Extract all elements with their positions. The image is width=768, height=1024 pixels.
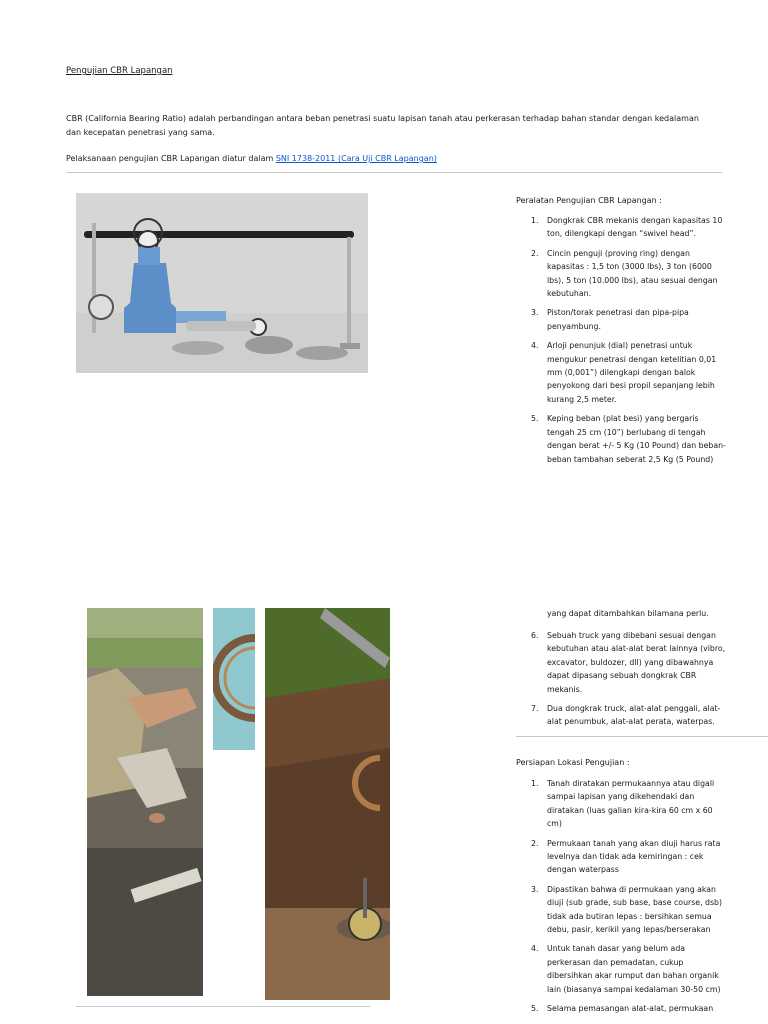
list-item: 1. Tanah diratakan permukaannya atau digali sampai lapisan yang dikehendaki dan diratakan (luas galian kira-kira 60 cm x 60 cm) xyxy=(531,779,715,829)
list-item: 2. Permukaan tanah yang akan diuji harus rata levelnya dan tidak ada kemiringan : cek dengan waterpass xyxy=(531,838,721,875)
list-item: 2. Cincin penguji (proving ring) dengan kapasitas : 1,5 ton (3000 lbs), 3 ton (6000 lbs), 5 ton (10.000 lbs), atau sesuai dengan kebutuhan. xyxy=(531,248,718,299)
sni-link[interactable]: SNI 1738-2011 (Cara Uji CBR Lapangan) xyxy=(275,154,437,163)
list-item: 1. Dongkrak CBR mekanis dengan kapasitas 10 ton, dilengkapi dengan “swivel head”. xyxy=(531,216,723,239)
cbr-equipment-photo xyxy=(76,193,368,373)
page-title: Pengujian CBR Lapangan xyxy=(66,66,173,76)
list-item: 3. Dipastikan bahwa di permukaan yang akan diuji (sub grade, sub base, base course, dsb) tidak ada butiran lepas : bersihkan semua debu, pasir, kerikil yang lepas/berserakan xyxy=(531,884,723,935)
intro-paragraph: CBR (California Bearing Ratio) adalah perbandingan antara beban penetrasi suatu lapisan tanah atau perkerasan terhadap bahan standar dengan kedalaman dan kecepatan penetrasi yang sama. xyxy=(66,114,699,137)
equipment-continuation: yang dapat ditambahkan bilamana perlu. xyxy=(547,609,709,618)
implementation-line xyxy=(66,152,716,166)
field-worker-photo xyxy=(87,608,203,996)
equipment-list xyxy=(527,214,727,472)
list-item: 5. Selama pemasangan alat-alat, permukaan xyxy=(531,1004,714,1014)
implementation-text: Pelaksanaan pengujian CBR Lapangan diatur dalam xyxy=(66,154,276,163)
equipment-heading: Peralatan Pengujian CBR Lapangan : xyxy=(516,196,662,205)
list-item: 6. Sebuah truck yang dibebani sesuai dengan kebutuhan atau alat-alat berat lainnya (vibro, excavator, buldozer, dll) yang dibawahnya dapat dipasang sebuah dongkrak CBR mekanis. xyxy=(531,631,726,694)
prep-list xyxy=(527,777,727,1022)
list-item: 3. Piston/torak penetrasi dan pipa-pipa penyambung. xyxy=(531,308,689,331)
divider-top xyxy=(66,172,722,173)
list-item: 4. Untuk tanah dasar yang belum ada perkerasan dan pemadatan, cukup dibersihkan akar rumput dan bahan organik lain (biasanya sampai kedalaman 30-50 cm) xyxy=(531,944,721,994)
divider-bottom xyxy=(76,1006,370,1007)
list-item: 7. Dua dongkrak truck, alat-alat penggali, alat-alat penumbuk, alat-alat perata, waterpas. xyxy=(531,704,721,727)
test-pit-photo xyxy=(265,608,390,1000)
list-item: 5. Keping beban (plat besi) yang bergaris tengah 25 cm (10”) berlubang di tengah dengan berat +/- 5 Kg (10 Pound) dan beban-beban tambahan seberat 2,5 Kg (5 Pound) xyxy=(531,414,726,464)
list-item: 4. Arloji penunjuk (dial) penetrasi untuk mengukur penetrasi dengan ketelitian 0,01 mm (0,001”) dilengkapi dengan balok penyokong dari besi propil sepanjang lebih kurang 2,5 meter. xyxy=(531,341,717,404)
prep-heading: Persiapan Lokasi Pengujian : xyxy=(516,758,630,767)
proving-ring-photo xyxy=(213,608,255,750)
divider-right xyxy=(516,736,768,737)
equipment-list-continued xyxy=(527,629,727,735)
